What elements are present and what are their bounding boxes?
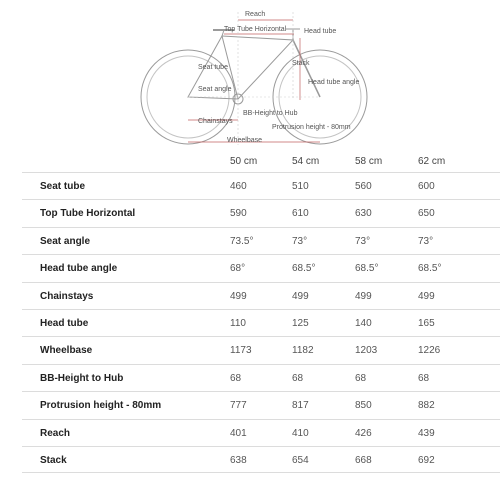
table-row	[22, 336, 500, 363]
wheelbase-label: Wheelbase	[227, 137, 263, 144]
table-cell: 401	[230, 427, 247, 439]
table-row	[22, 309, 500, 336]
row-label: Head tube	[40, 317, 89, 329]
table-row	[22, 254, 500, 281]
table-cell: 68.5°	[292, 263, 316, 275]
table-cell: 410	[292, 427, 309, 439]
table-cell: 1173	[230, 345, 252, 357]
table-row	[22, 282, 500, 309]
row-label: BB-Height to Hub	[40, 372, 124, 384]
table-cell: 68.5°	[355, 263, 379, 275]
table-row	[22, 227, 500, 254]
table-cell: 654	[292, 454, 309, 466]
table-cell: 426	[355, 427, 372, 439]
table-row	[22, 172, 500, 199]
table-cell: 499	[230, 290, 247, 302]
main-triangle	[222, 36, 293, 99]
table-cell: 110	[230, 317, 246, 329]
table-cell: 460	[230, 181, 247, 192]
table-cell: 499	[355, 290, 372, 302]
table-row	[22, 419, 500, 446]
table-row	[22, 391, 500, 418]
seat-angle-label: Seat angle	[198, 86, 232, 93]
stack-label: Stack	[292, 60, 310, 67]
head-tube-angle-label: Head tube angle	[308, 79, 360, 86]
fork	[293, 40, 320, 97]
table-cell: 817	[292, 400, 309, 412]
size-header-58: 58 cm	[355, 156, 383, 167]
row-label: Top Tube Horizontal	[40, 208, 136, 220]
table-cell: 668	[355, 454, 372, 466]
table-cell: 499	[292, 290, 309, 302]
chainstays-label: Chainstays	[198, 118, 233, 125]
row-label: Seat tube	[40, 181, 86, 192]
table-cell: 638	[230, 454, 247, 466]
table-cell: 650	[418, 208, 435, 220]
table-cell: 1182	[292, 345, 314, 357]
size-header-54: 54 cm	[292, 156, 320, 167]
table-cell: 68	[292, 372, 304, 384]
table-cell: 600	[418, 181, 435, 192]
geometry-table	[22, 172, 500, 473]
table-cell: 499	[418, 290, 435, 302]
size-header-50: 50 cm	[230, 156, 258, 167]
table-cell: 68	[355, 372, 367, 384]
row-label: Head tube angle	[40, 263, 118, 275]
table-cell: 610	[292, 208, 309, 220]
table-row	[22, 199, 500, 226]
seat-tube-label: Seat tube	[198, 64, 228, 71]
table-cell: 73°	[418, 235, 434, 247]
table-cell: 73°	[355, 235, 371, 247]
table-cell: 73°	[292, 235, 308, 247]
protrusion-height-label: Protrusion height - 80mm	[272, 124, 351, 131]
head-tube-label: Head tube	[304, 28, 337, 35]
table-cell: 560	[355, 181, 372, 192]
table-cell: 692	[418, 454, 435, 466]
table-cell: 850	[355, 400, 372, 412]
table-row	[22, 446, 500, 473]
size-header-62: 62 cm	[418, 156, 446, 167]
table-cell: 140	[355, 317, 372, 329]
table-cell: 777	[230, 400, 247, 412]
row-label: Protrusion height - 80mm	[40, 400, 162, 412]
row-label: Chainstays	[40, 290, 94, 302]
table-cell: 590	[230, 208, 247, 220]
table-cell: 630	[355, 208, 372, 220]
table-cell: 73.5°	[230, 235, 254, 247]
row-label: Seat angle	[40, 235, 91, 247]
size-header-row	[0, 150, 500, 172]
table-cell: 1203	[355, 345, 378, 357]
table-cell: 68	[418, 372, 430, 384]
table-cell: 68°	[230, 263, 246, 275]
bike-drawing	[0, 0, 500, 150]
table-cell: 68.5°	[418, 263, 442, 275]
table-cell: 510	[292, 181, 309, 192]
table-row	[22, 364, 500, 391]
row-label: Wheelbase	[40, 345, 93, 357]
table-cell: 1226	[418, 345, 441, 357]
table-cell: 439	[418, 427, 435, 439]
row-label: Reach	[40, 427, 71, 439]
row-label: Stack	[40, 454, 67, 466]
table-cell: 165	[418, 317, 435, 329]
bike-geometry-diagram	[0, 0, 500, 150]
table-cell: 125	[292, 317, 309, 329]
bb-height-label: BB-Height to Hub	[243, 110, 298, 117]
top-tube-horizontal-label: Top Tube Horizontal	[224, 26, 287, 33]
table-cell: 68	[230, 372, 242, 384]
handlebar	[286, 29, 300, 40]
table-cell: 882	[418, 400, 435, 412]
reach-label: Reach	[245, 11, 266, 18]
